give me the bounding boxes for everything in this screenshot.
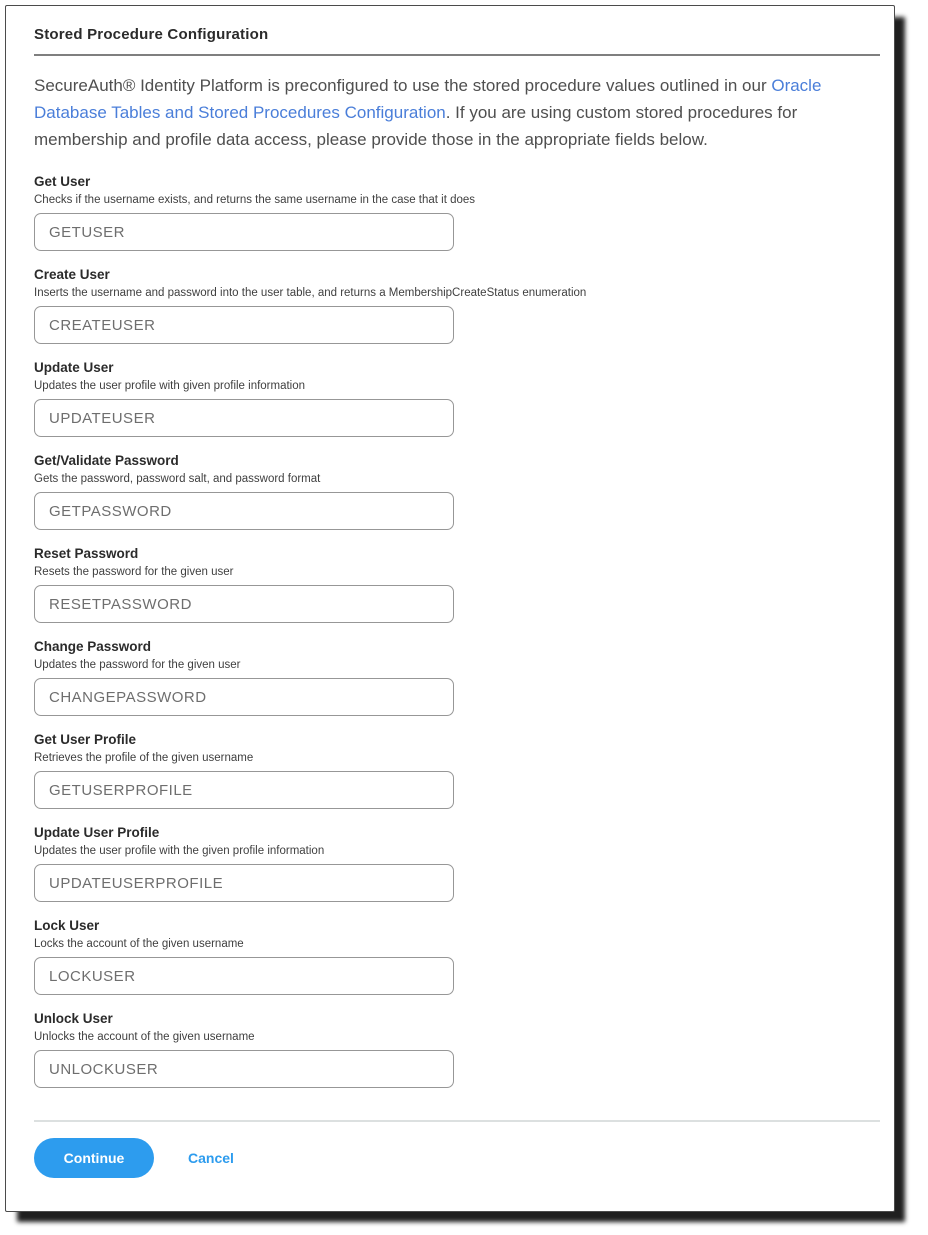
field-description: Gets the password, password salt, and password format xyxy=(34,473,321,485)
title-divider xyxy=(34,54,880,56)
field-reset-password xyxy=(34,546,880,623)
continue-button[interactable]: Continue xyxy=(34,1138,154,1178)
field-description: Updates the password for the given user xyxy=(34,659,241,671)
field-label: Update User xyxy=(34,360,114,375)
field-description: Checks if the username exists, and returns the same username in the case that it does xyxy=(34,194,476,206)
reset-password-input[interactable] xyxy=(34,585,454,623)
field-update-user-profile xyxy=(34,825,880,902)
field-label: Reset Password xyxy=(34,546,139,561)
field-label: Get User xyxy=(34,174,91,189)
field-description: Unlocks the account of the given username xyxy=(34,1031,255,1043)
cancel-button[interactable]: Cancel xyxy=(188,1150,234,1166)
stored-procedure-config-panel xyxy=(5,5,895,1212)
change-password-input[interactable] xyxy=(34,678,454,716)
field-description: Inserts the username and password into the user table, and returns a MembershipCreateStatus enumeration xyxy=(34,287,587,299)
field-description: Resets the password for the given user xyxy=(34,566,234,578)
get-validate-password-input[interactable] xyxy=(34,492,454,530)
get-user-input[interactable] xyxy=(34,213,454,251)
fields-container xyxy=(34,174,880,1088)
field-label: Unlock User xyxy=(34,1011,113,1026)
footer-divider xyxy=(34,1120,880,1122)
oracle-docs-link[interactable]: Oracle Database Tables and Stored Procedures Configuration xyxy=(34,76,822,122)
field-create-user xyxy=(34,267,880,344)
field-label: Lock User xyxy=(34,918,100,933)
field-unlock-user xyxy=(34,1011,880,1088)
field-get-user xyxy=(34,174,880,251)
field-update-user xyxy=(34,360,880,437)
intro-text-before-link: SecureAuth® Identity Platform is preconfigured to use the stored procedure values outlined in our xyxy=(34,76,772,95)
intro-paragraph xyxy=(34,72,880,153)
field-label: Get User Profile xyxy=(34,732,137,747)
intro-text-after-link: . If you are using custom stored procedures for membership and profile data access, please provide those in the appropriate fields below. xyxy=(34,103,798,149)
get-user-profile-input[interactable] xyxy=(34,771,454,809)
field-label: Create User xyxy=(34,267,110,282)
unlock-user-input[interactable] xyxy=(34,1050,454,1088)
page-title: Stored Procedure Configuration xyxy=(34,26,269,43)
field-description: Updates the user profile with the given profile information xyxy=(34,845,325,857)
lock-user-input[interactable] xyxy=(34,957,454,995)
field-description: Locks the account of the given username xyxy=(34,938,244,950)
action-bar xyxy=(34,1138,880,1178)
field-lock-user xyxy=(34,918,880,995)
field-get-validate-password xyxy=(34,453,880,530)
field-description: Retrieves the profile of the given username xyxy=(34,752,254,764)
field-description: Updates the user profile with given profile information xyxy=(34,380,306,392)
field-label: Change Password xyxy=(34,639,152,654)
field-change-password xyxy=(34,639,880,716)
field-label: Update User Profile xyxy=(34,825,160,840)
update-user-profile-input[interactable] xyxy=(34,864,454,902)
field-label: Get/Validate Password xyxy=(34,453,179,468)
field-get-user-profile xyxy=(34,732,880,809)
create-user-input[interactable] xyxy=(34,306,454,344)
update-user-input[interactable] xyxy=(34,399,454,437)
